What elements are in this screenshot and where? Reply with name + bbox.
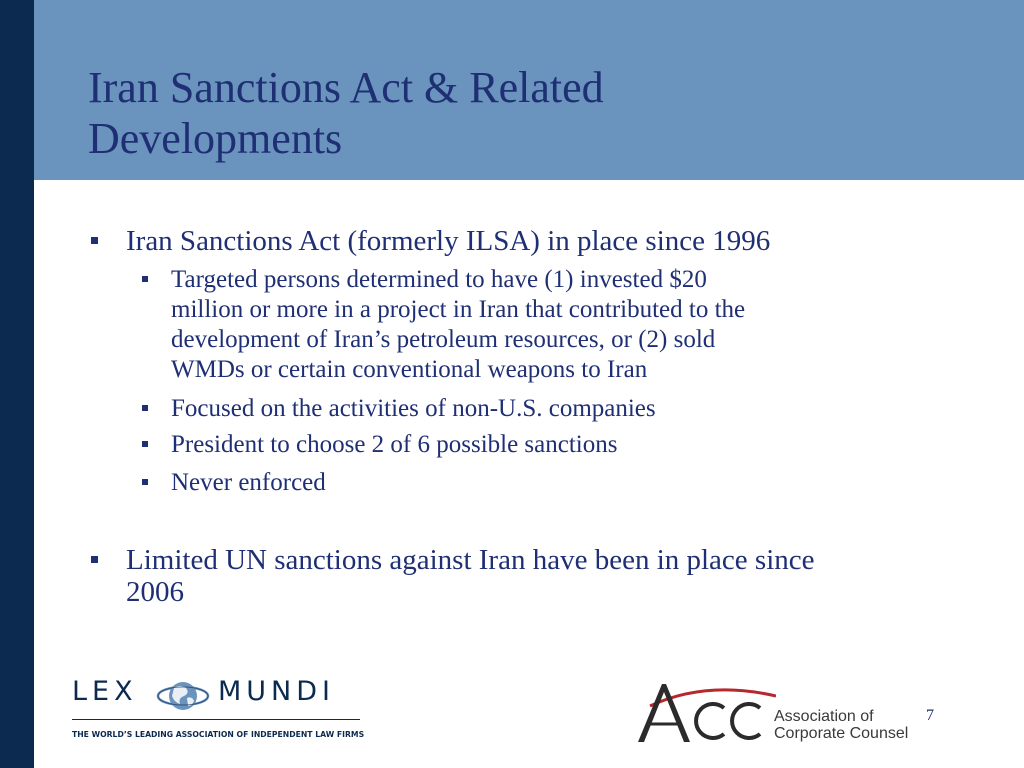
sub-bullet-line: WMDs or certain conventional weapons to Iran: [171, 356, 648, 383]
bullet-item: [126, 544, 966, 608]
acc-name-line-1: Association of: [774, 708, 874, 725]
lex-mundi-tagline: THE WORLD’S LEADING ASSOCIATION OF INDEPENDENT LAW FIRMS: [72, 730, 365, 739]
acc-logo-mark: [636, 678, 776, 748]
sub-bullet-marker: [142, 405, 148, 411]
slide-number: 7: [926, 707, 934, 724]
sub-bullet-line: development of Iran’s petroleum resources, or (2) sold: [171, 326, 716, 353]
sub-bullet-marker: [142, 479, 148, 485]
lex-mundi-logo: [70, 676, 365, 744]
sub-bullet-line: Targeted persons determined to have (1) invested $20: [171, 266, 707, 293]
bullet-line: 2006: [126, 576, 184, 608]
bullet-marker: [91, 237, 98, 244]
slide-title-line-2: Developments: [88, 114, 343, 163]
bullet-item: Iran Sanctions Act (formerly ILSA) in place since 1996: [126, 225, 771, 257]
bullet-marker: [91, 556, 98, 563]
sub-bullet-marker: [142, 276, 148, 282]
acc-logo: [636, 678, 926, 748]
lex-mundi-word-left: LEX: [72, 676, 138, 707]
sub-bullet-item: Focused on the activities of non-U.S. companies: [171, 395, 656, 422]
globe-icon: [156, 678, 210, 714]
sub-bullet-item: [171, 265, 911, 385]
lex-mundi-word-right: MUNDI: [218, 676, 336, 707]
acc-name-line-2: Corporate Counsel: [774, 725, 909, 742]
bullet-line: Limited UN sanctions against Iran have been in place since: [126, 544, 815, 576]
sub-bullet-item: President to choose 2 of 6 possible sanctions: [171, 431, 618, 458]
slide-title-line-1: Iran Sanctions Act & Related: [88, 63, 604, 112]
lex-mundi-rule: [72, 719, 360, 720]
sub-bullet-line: million or more in a project in Iran that contributed to the: [171, 296, 746, 323]
sub-bullet-marker: [142, 441, 148, 447]
acc-name: [774, 708, 908, 742]
sub-bullet-item: Never enforced: [171, 469, 326, 496]
